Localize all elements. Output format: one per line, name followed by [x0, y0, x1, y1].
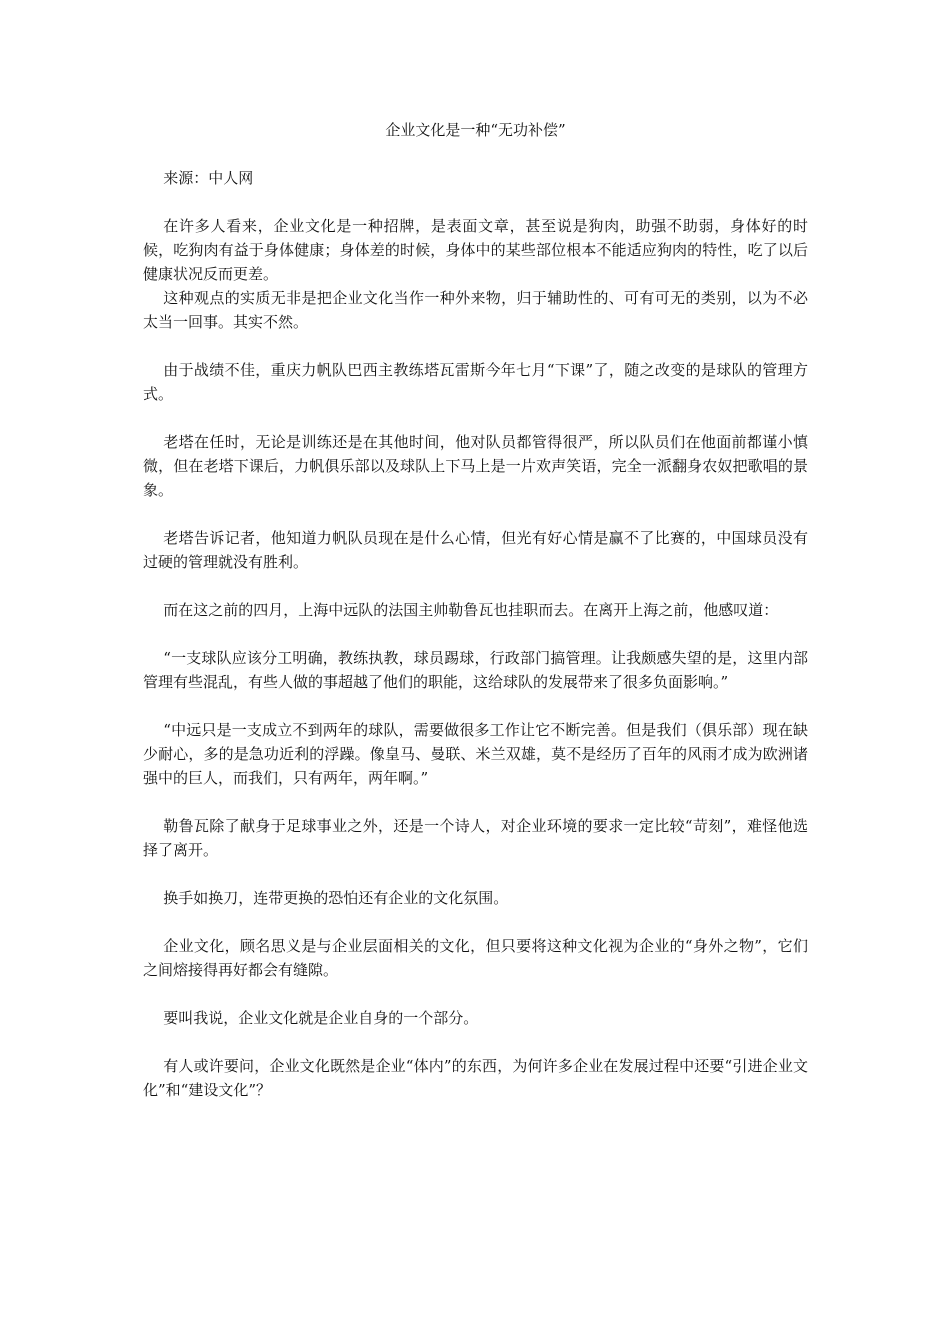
paragraph: 换手如换刀，连带更换的恐怕还有企业的文化氛围。 — [163, 889, 509, 907]
paragraph-spacer — [143, 910, 808, 934]
quote-paragraph: “一支球队应该分工明确，教练执教，球员踢球，行政部门搞管理。让我颇感失望的是，这里内部管理有些混乱，有些人做的事超越了他们的职能，这给球队的发展带来了很多负面影响。” — [143, 649, 808, 691]
source-line: 来源：中人网 — [163, 169, 254, 187]
paragraph-spacer — [143, 190, 808, 214]
paragraph: 老塔在任时，无论是训练还是在其他时间，他对队员都管得很严，所以队员们在他面前都谨小慎微，但在老塔下课后，力帆俱乐部以及球队上下马上是一片欢声笑语，完全一派翻身农奴把歌唱的景象。 — [143, 433, 808, 499]
paragraph-spacer — [143, 790, 808, 814]
paragraph: 有人或许要问，企业文化既然是企业“体内”的东西，为何许多企业在发展过程中还要“引进企业文化”和“建设文化”？ — [143, 1057, 808, 1099]
paragraph-spacer — [143, 334, 808, 358]
paragraph-spacer — [143, 406, 808, 430]
paragraph-spacer — [143, 574, 808, 598]
paragraph-spacer — [143, 1030, 808, 1054]
paragraph-spacer — [143, 694, 808, 718]
paragraph: 由于战绩不佳，重庆力帆队巴西主教练塔瓦雷斯今年七月“下课”了，随之改变的是球队的管理方式。 — [143, 361, 808, 403]
paragraph: 在许多人看来，企业文化是一种招牌，是表面文章，甚至说是狗肉，助强不助弱，身体好的时候，吃狗肉有益于身体健康；身体差的时候，身体中的某些部位根本不能适应狗肉的特性，吃了以后健康状况反而更差。 — [143, 217, 808, 283]
paragraph: 这种观点的实质无非是把企业文化当作一种外来物，归于辅助性的、可有可无的类别，以为不必太当一回事。其实不然。 — [143, 289, 808, 331]
paragraph: 老塔告诉记者，他知道力帆队员现在是什么心情，但光有好心情是赢不了比赛的，中国球员没有过硬的管理就没有胜利。 — [143, 529, 808, 571]
quote-paragraph: “中远只是一支成立不到两年的球队，需要做很多工作让它不断完善。但是我们（俱乐部）现在缺少耐心，多的是急功近利的浮躁。像皇马、曼联、米兰双雄，莫不是经历了百年的风雨才成为欧洲诸强中的巨人，而我们，只有两年，两年啊。” — [143, 721, 808, 787]
paragraph-spacer — [143, 862, 808, 886]
paragraph: 要叫我说，企业文化就是企业自身的一个部分。 — [163, 1009, 479, 1027]
paragraph-spacer — [143, 982, 808, 1006]
paragraph-spacer — [143, 622, 808, 646]
paragraph: 企业文化，顾名思义是与企业层面相关的文化，但只要将这种文化视为企业的“身外之物”，它们之间熔接得再好都会有缝隙。 — [143, 937, 808, 979]
paragraph: 勒鲁瓦除了献身于足球事业之外，还是一个诗人，对企业环境的要求一定比较“苛刻”，难怪他选择了离开。 — [143, 817, 808, 859]
document-title: 企业文化是一种“无功补偿” — [385, 121, 566, 139]
paragraph: 而在这之前的四月，上海中远队的法国主帅勒鲁瓦也挂职而去。在离开上海之前，他感叹道： — [163, 601, 779, 619]
paragraph-spacer — [143, 502, 808, 526]
document-body — [143, 118, 808, 1102]
